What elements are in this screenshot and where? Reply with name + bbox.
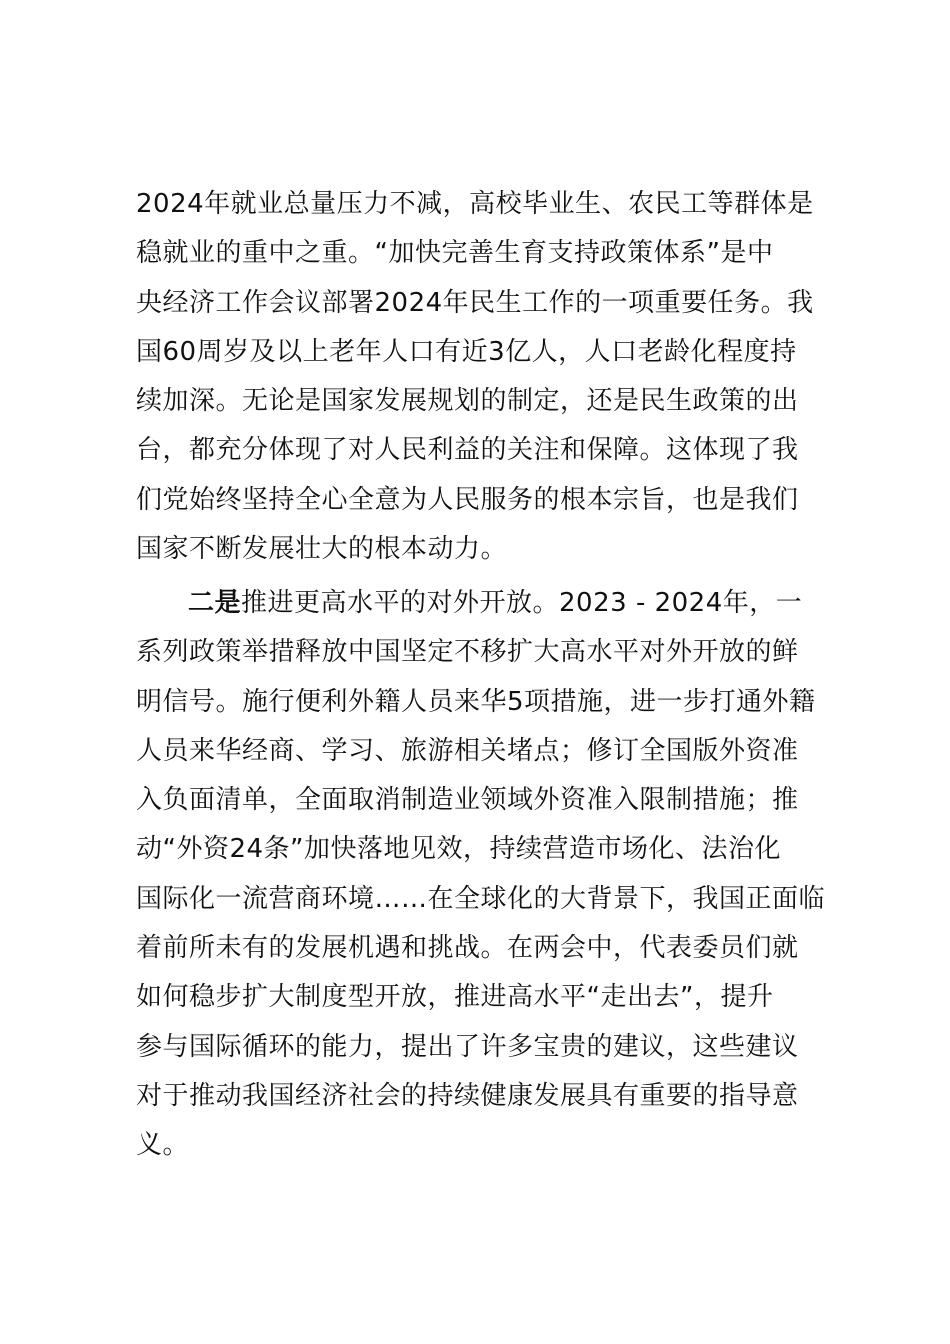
text-line: 国际化一流营商环境……在全球化的大背景下，我国正面临 (136, 883, 826, 914)
text-line: 系列政策举措释放中国坚定不移扩大高水平对外开放的鲜 (136, 637, 799, 668)
paragraph-opening-up (136, 579, 856, 1171)
text-line-rest: 推进更高水平的对外开放。2023 - 2024年，一 (241, 588, 803, 618)
text-line: 续加深。无论是国家发展规划的制定，还是民生政策的出 (136, 386, 799, 417)
section-lead: 二是 (188, 588, 242, 618)
text-line: 央经济工作会议部署2024年民生工作的一项重要任务。我 (136, 287, 814, 318)
text-line: 稳就业的重中之重。“加快完善生育支持政策体系”是中 (136, 238, 774, 269)
text-line: 如何稳步扩大制度型开放，推进高水平“走出去”，提升 (136, 982, 774, 1013)
text-line-first (136, 579, 856, 628)
text-line: 2024年就业总量压力不减，高校毕业生、农民工等群体是 (136, 189, 814, 219)
text-line: 国家不断发展壮大的根本动力。 (136, 534, 508, 565)
text-line: 着前所未有的发展机遇和挑战。在两会中，代表委员们就 (136, 933, 799, 964)
text-line: 义。 (136, 1130, 190, 1161)
text-line: 入负面清单，全面取消制造业领域外资准入限制措施；推 (136, 785, 799, 816)
text-line: 对于推动我国经济社会的持续健康发展具有重要的指导意 (136, 1080, 799, 1111)
text-line: 人员来华经商、学习、旅游相关堵点；修订全国版外资准 (136, 735, 799, 766)
text-line: 们党始终坚持全心全意为人民服务的根本宗旨，也是我们 (136, 484, 799, 515)
text-line: 台，都充分体现了对人民利益的关注和保障。这体现了我 (136, 435, 799, 466)
text-line: 动“外资24条”加快落地见效，持续营造市场化、法治化 (136, 834, 782, 865)
text-line: 参与国际循环的能力，提出了许多宝贵的建议，这些建议 (136, 1031, 799, 1062)
paragraph-livelihood (136, 180, 856, 574)
text-line: 明信号。施行便利外籍人员来华5项措施，进一步打通外籍 (136, 686, 816, 717)
text-line: 国60周岁及以上老年人口有近3亿人，人口老龄化程度持 (136, 336, 797, 367)
